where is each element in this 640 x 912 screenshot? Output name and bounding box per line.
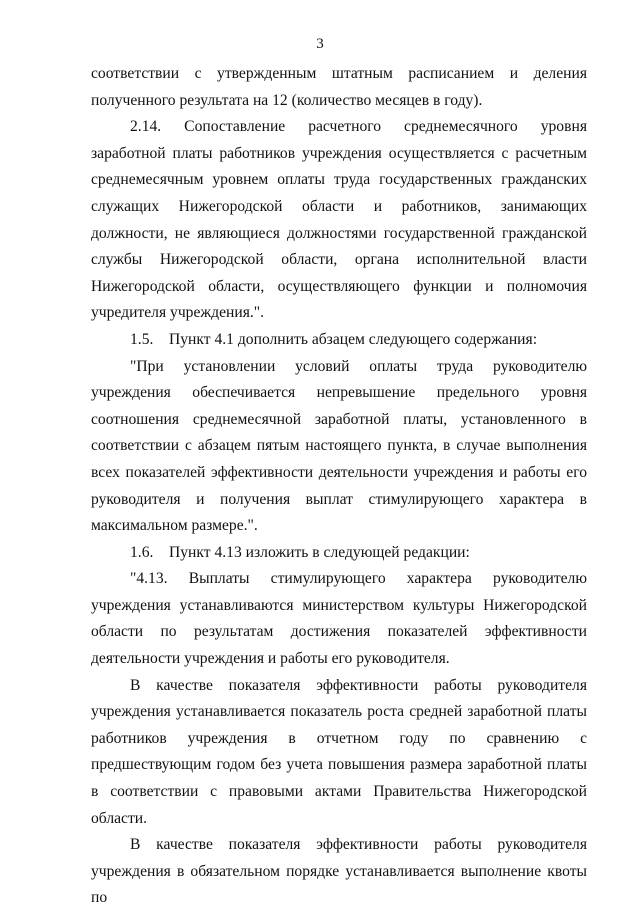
paragraph-quote-4-1: "При установлении условий оплаты труда руководителю учреждения обеспечивается непревышение предельного уровня соотношения среднемесячной заработной платы, установленного в соответствии с абзацем пятым настоящего пункта, в случае выполнения всех показателей эффективности деятельности учреждения и работы его руководителя и получения выплат стимулирующего характера в максимальном размере.".	[91, 357, 587, 535]
page-number: 3	[316, 36, 324, 52]
paragraph-2-14: 2.14. Сопоставление расчетного среднемесячного уровня заработной платы работников учреждения осуществляется с расчетным среднемесячным уровнем оплаты труда государственных гражданских служащих Нижегородской области и работников, занимающих должности, не являющиеся должностями государственной гражданской службы Нижегородской области, органа исполнительной власти Нижегородской области, осуществляющего функции и полномочия учредителя учреждения.".	[91, 118, 587, 322]
paragraph-4-13: "4.13. Выплаты стимулирующего характера руководителю учреждения устанавливаются министерством культуры Нижегородской области по результатам достижения показателей эффективности деятельности учреждения и работы его руководителя.	[91, 570, 587, 668]
paragraph-indicator-quota: В качестве показателя эффективности работы руководителя учреждения в обязательном порядке устанавливается выполнение квоты по	[91, 836, 587, 907]
paragraph-indicator-salary: В качестве показателя эффективности работы руководителя учреждения устанавливается показатель роста средней заработной платы работников учреждения в отчетном году по сравнению с предшествующим годом без учета повышения размера заработной платы в соответствии с правовыми актами Правительства Нижегородской области.	[91, 676, 587, 827]
paragraph-1-5: 1.5. Пункт 4.1 дополнить абзацем следующего содержания:	[130, 330, 538, 348]
document-body	[91, 61, 587, 912]
paragraph-1-6: 1.6. Пункт 4.13 изложить в следующей редакции:	[130, 543, 470, 561]
paragraph-continuation: соответствии с утвержденным штатным расписанием и деления полученного результата на 12 (количество месяцев в году).	[91, 65, 587, 109]
